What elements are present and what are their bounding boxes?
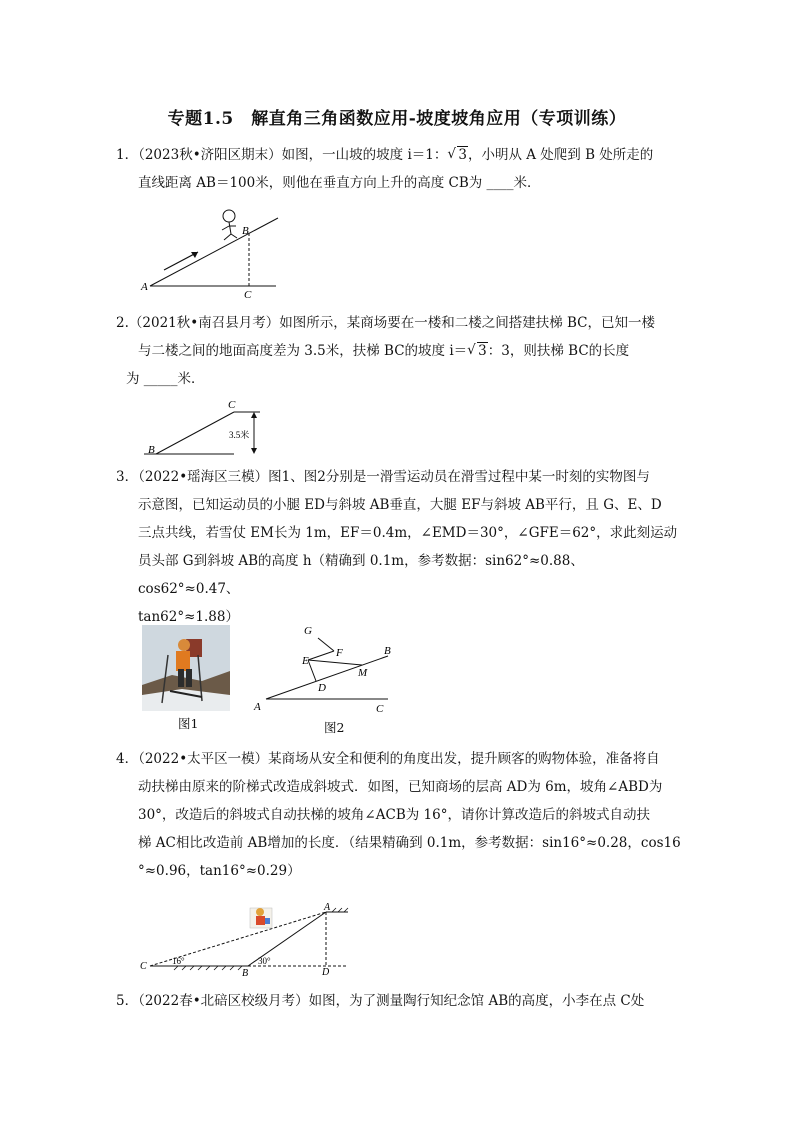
- sqrt-symbol: √ 3: [447, 141, 468, 169]
- label-E: E: [302, 655, 309, 667]
- question-5: [116, 987, 681, 1015]
- label-height: 3.5米: [229, 430, 250, 440]
- label-A: A: [254, 701, 261, 713]
- question-3-line-3: 三点共线，若雪仗 EM长为 1m，EF＝0.4m，∠EMD＝30°，∠GFE＝62°，求此刻运动: [138, 525, 678, 541]
- q2-escalator-diagram: [140, 396, 270, 460]
- question-2-line-1: 2.（2021秋•南召县月考）如图所示，某商场要在一楼和二楼之间搭建扶梯 BC，已知一楼: [116, 315, 656, 331]
- question-3-line-1: 3．（2022•瑶海区三模）图1、图2分别是一滑雪运动员在滑雪过程中某一时刻的实物图与: [116, 469, 650, 485]
- question-2: [116, 309, 681, 393]
- question-5-line-1: 5．（2022春•北碚区校级月考）如图，为了测量陶行知纪念馆 AB的高度，小李在点 C处: [116, 993, 645, 1009]
- arrow-down-icon: [251, 448, 257, 454]
- question-1-line-1: 1．（2023秋•济阳区期末）如图，一山坡的坡度 i＝1：√ 3，小明从 A 处爬到 B 处所走的: [116, 141, 681, 169]
- slope-AB: [266, 656, 388, 699]
- skier-photo: [142, 625, 230, 711]
- slope-line: [150, 218, 278, 286]
- question-4-line-2: 动扶梯由原来的阶梯式改造成斜坡式．如图，已知商场的层高 AD为 6m，坡角∠ABD为: [138, 779, 663, 795]
- label-C: C: [228, 399, 236, 411]
- pole-EM: [308, 660, 362, 665]
- label-G: G: [304, 625, 312, 637]
- question-3-line-4: 员头部 G到斜坡 AB的高度 h（精确到 0.1m，参考数据：sin62°≈0.88、cos62°≈0.47、: [138, 553, 584, 597]
- question-2-line-3: 为 _____米．: [126, 371, 205, 387]
- question-4-line-4: 梯 AC相比改造前 AB增加的长度．（结果精确到 0.1m，参考数据：sin16°≈0.28，cos16: [138, 835, 681, 851]
- shin-ED: [308, 660, 316, 681]
- q1-slope-diagram: [140, 202, 290, 302]
- climber-icon: [222, 210, 237, 240]
- arrow-up-icon: [251, 412, 257, 418]
- label-D: D: [318, 682, 326, 694]
- q4-escalator-diagram: [138, 898, 358, 978]
- question-3-line-2: 示意图，已知运动员的小腿 ED与斜坡 AB垂直，大腿 EF与斜坡 AB平行，且 G、E、D: [138, 497, 662, 513]
- question-3: [116, 463, 681, 631]
- question-number: 3．: [116, 469, 139, 485]
- label-C: C: [376, 703, 384, 715]
- angle-16: 16°: [172, 956, 185, 966]
- label-M: M: [358, 667, 368, 679]
- question-1-line-2: 直线距离 AB＝100米，则他在垂直方向上升的高度 CB为 ____米．: [138, 175, 541, 191]
- thigh-EF: [308, 651, 334, 660]
- question-number: 5．: [116, 993, 139, 1009]
- question-3-line-5: tan62°≈1.88）: [138, 609, 239, 625]
- label-F: F: [336, 647, 343, 659]
- escalator-line: [156, 412, 234, 454]
- label-B: B: [384, 645, 391, 657]
- question-1: [116, 141, 681, 197]
- label-D: D: [322, 967, 330, 978]
- figure-2-caption: 图2: [324, 720, 345, 735]
- question-4-line-3: 30°，改造后的斜坡式自动扶梯的坡角∠ACB为 16°，请你计算改造后的斜坡式自动扶: [138, 807, 650, 823]
- label-B: B: [242, 968, 249, 978]
- question-number: 4．: [116, 751, 139, 767]
- label-A: A: [324, 902, 331, 913]
- label-C: C: [140, 961, 147, 972]
- question-4-line-1: 4．（2022•太平区一模）某商场从安全和便利的角度出发，提升顾客的购物体验，准备将自: [116, 751, 660, 767]
- question-number: 1．: [116, 147, 139, 163]
- label-B: B: [242, 225, 249, 237]
- question-number: 2.: [116, 315, 129, 331]
- label-A: A: [141, 281, 148, 293]
- figure-1-caption: 图1: [178, 716, 199, 731]
- angle-30: 30°: [258, 956, 271, 966]
- q3-ski-diagram: [248, 618, 408, 718]
- page-title: 专题1.5 解直角三角函数应用-坡度坡角应用（专项训练）: [167, 109, 627, 129]
- question-2-line-2: 与二楼之间的地面高度差为 3.5米，扶梯 BC的坡度 i＝√ 3：3，则扶梯 BC的长度: [116, 337, 681, 365]
- question-4-line-5: °≈0.96，tan16°≈0.29）: [138, 863, 301, 879]
- shopper-icon: [250, 908, 272, 928]
- label-C: C: [244, 289, 252, 301]
- sqrt-symbol: √ 3: [467, 337, 488, 365]
- label-B: B: [148, 444, 155, 456]
- torso-FG: [318, 638, 334, 651]
- question-4: [116, 745, 681, 885]
